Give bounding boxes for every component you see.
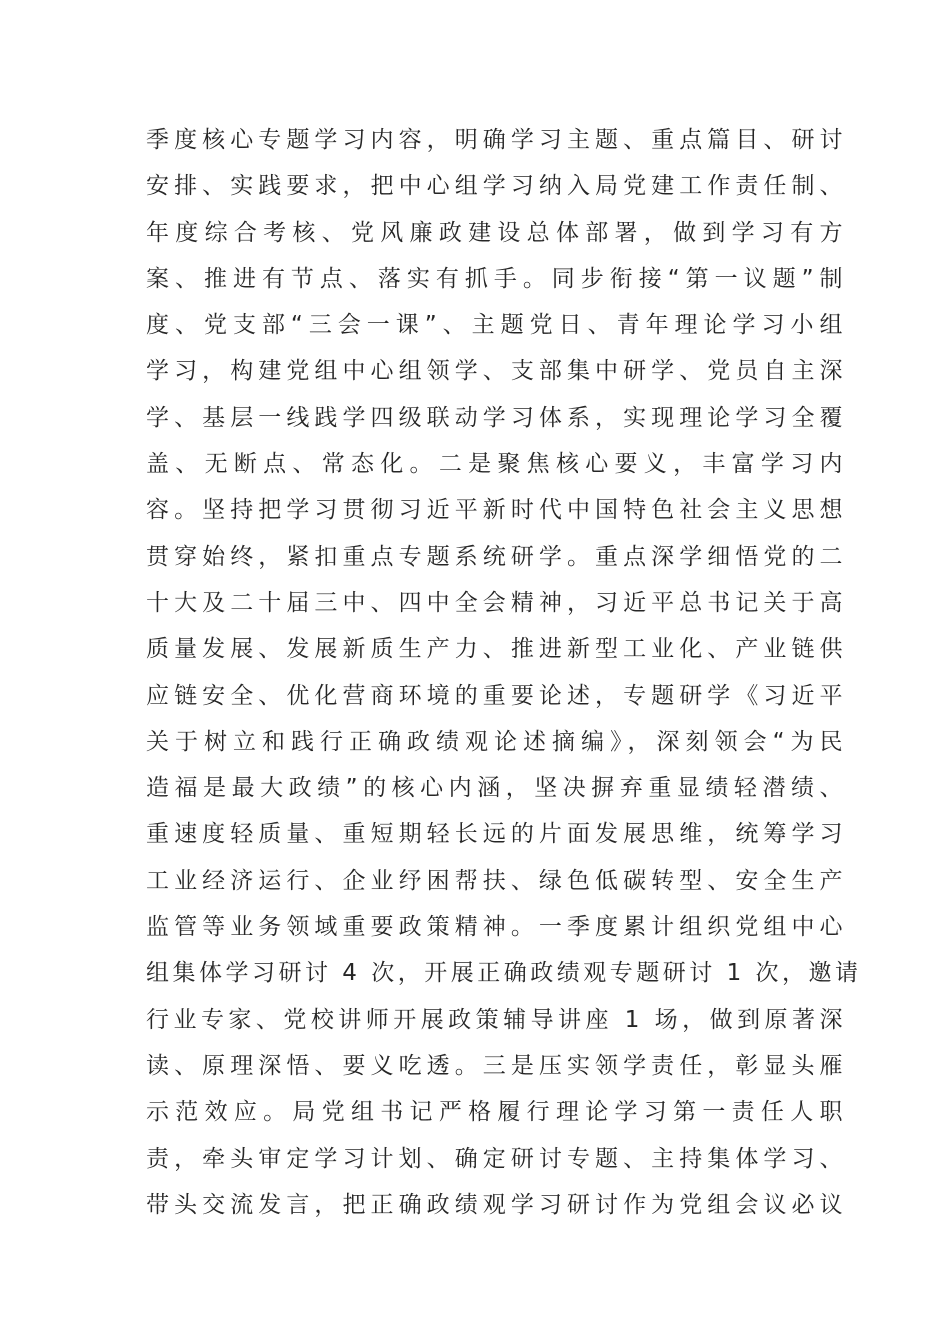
text-line: 安排、实践要求，把中心组学习纳入局党建工作责任制、: [146, 173, 846, 200]
text-line: 组集体学习研讨 4 次，开展正确政绩观专题研讨 1 次，邀请: [146, 960, 862, 987]
body-paragraph: [146, 117, 862, 1228]
text-line: 年度综合考核、党风廉政建设总体部署，做到学习有方: [146, 219, 846, 246]
text-line: 重速度轻质量、重短期轻长远的片面发展思维，统筹学习: [146, 821, 846, 848]
text-line: 监管等业务领域重要政策精神。一季度累计组织党组中心: [146, 914, 846, 941]
text-line: 工业经济运行、企业纾困帮扶、绿色低碳转型、安全生产: [146, 867, 846, 894]
text-line: 学习，构建党组中心组领学、支部集中研学、党员自主深: [146, 358, 846, 385]
text-line: 带头交流发言，把正确政绩观学习研讨作为党组会议必议: [146, 1191, 846, 1218]
text-line: 容。坚持把学习贯彻习近平新时代中国特色社会主义思想: [146, 497, 846, 524]
text-line: 盖、无断点、常态化。二是聚焦核心要义，丰富学习内: [146, 451, 846, 478]
text-line: 应链安全、优化营商环境的重要论述，专题研学《习近平: [146, 682, 846, 709]
text-line: 案、推进有节点、落实有抓手。同步衔接“第一议题”制: [146, 265, 846, 292]
text-line: 行业专家、党校讲师开展政策辅导讲座 1 场，做到原著深: [146, 1006, 846, 1033]
text-line: 贯穿始终，紧扣重点专题系统研学。重点深学细悟党的二: [146, 543, 846, 570]
text-line: 示范效应。局党组书记严格履行理论学习第一责任人职: [146, 1099, 846, 1126]
text-line: 质量发展、发展新质生产力、推进新型工业化、产业链供: [146, 636, 846, 663]
text-line: 季度核心专题学习内容，明确学习主题、重点篇目、研讨: [146, 127, 846, 153]
text-line: 十大及二十届三中、四中全会精神，习近平总书记关于高: [146, 589, 846, 616]
text-line: 造福是最大政绩”的核心内涵，坚决摒弃重显绩轻潜绩、: [146, 775, 846, 802]
text-line: 读、原理深悟、要义吃透。三是压实领学责任，彰显头雁: [146, 1052, 846, 1079]
text-line: 责，牵头审定学习计划、确定研讨专题、主持集体学习、: [146, 1145, 846, 1172]
text-line: 学、基层一线践学四级联动学习体系，实现理论学习全覆: [146, 404, 846, 431]
text-line: 关于树立和践行正确政绩观论述摘编》，深刻领会“为民: [146, 728, 846, 755]
text-line: 度、党支部“三会一课”、主题党日、青年理论学习小组: [146, 312, 846, 339]
